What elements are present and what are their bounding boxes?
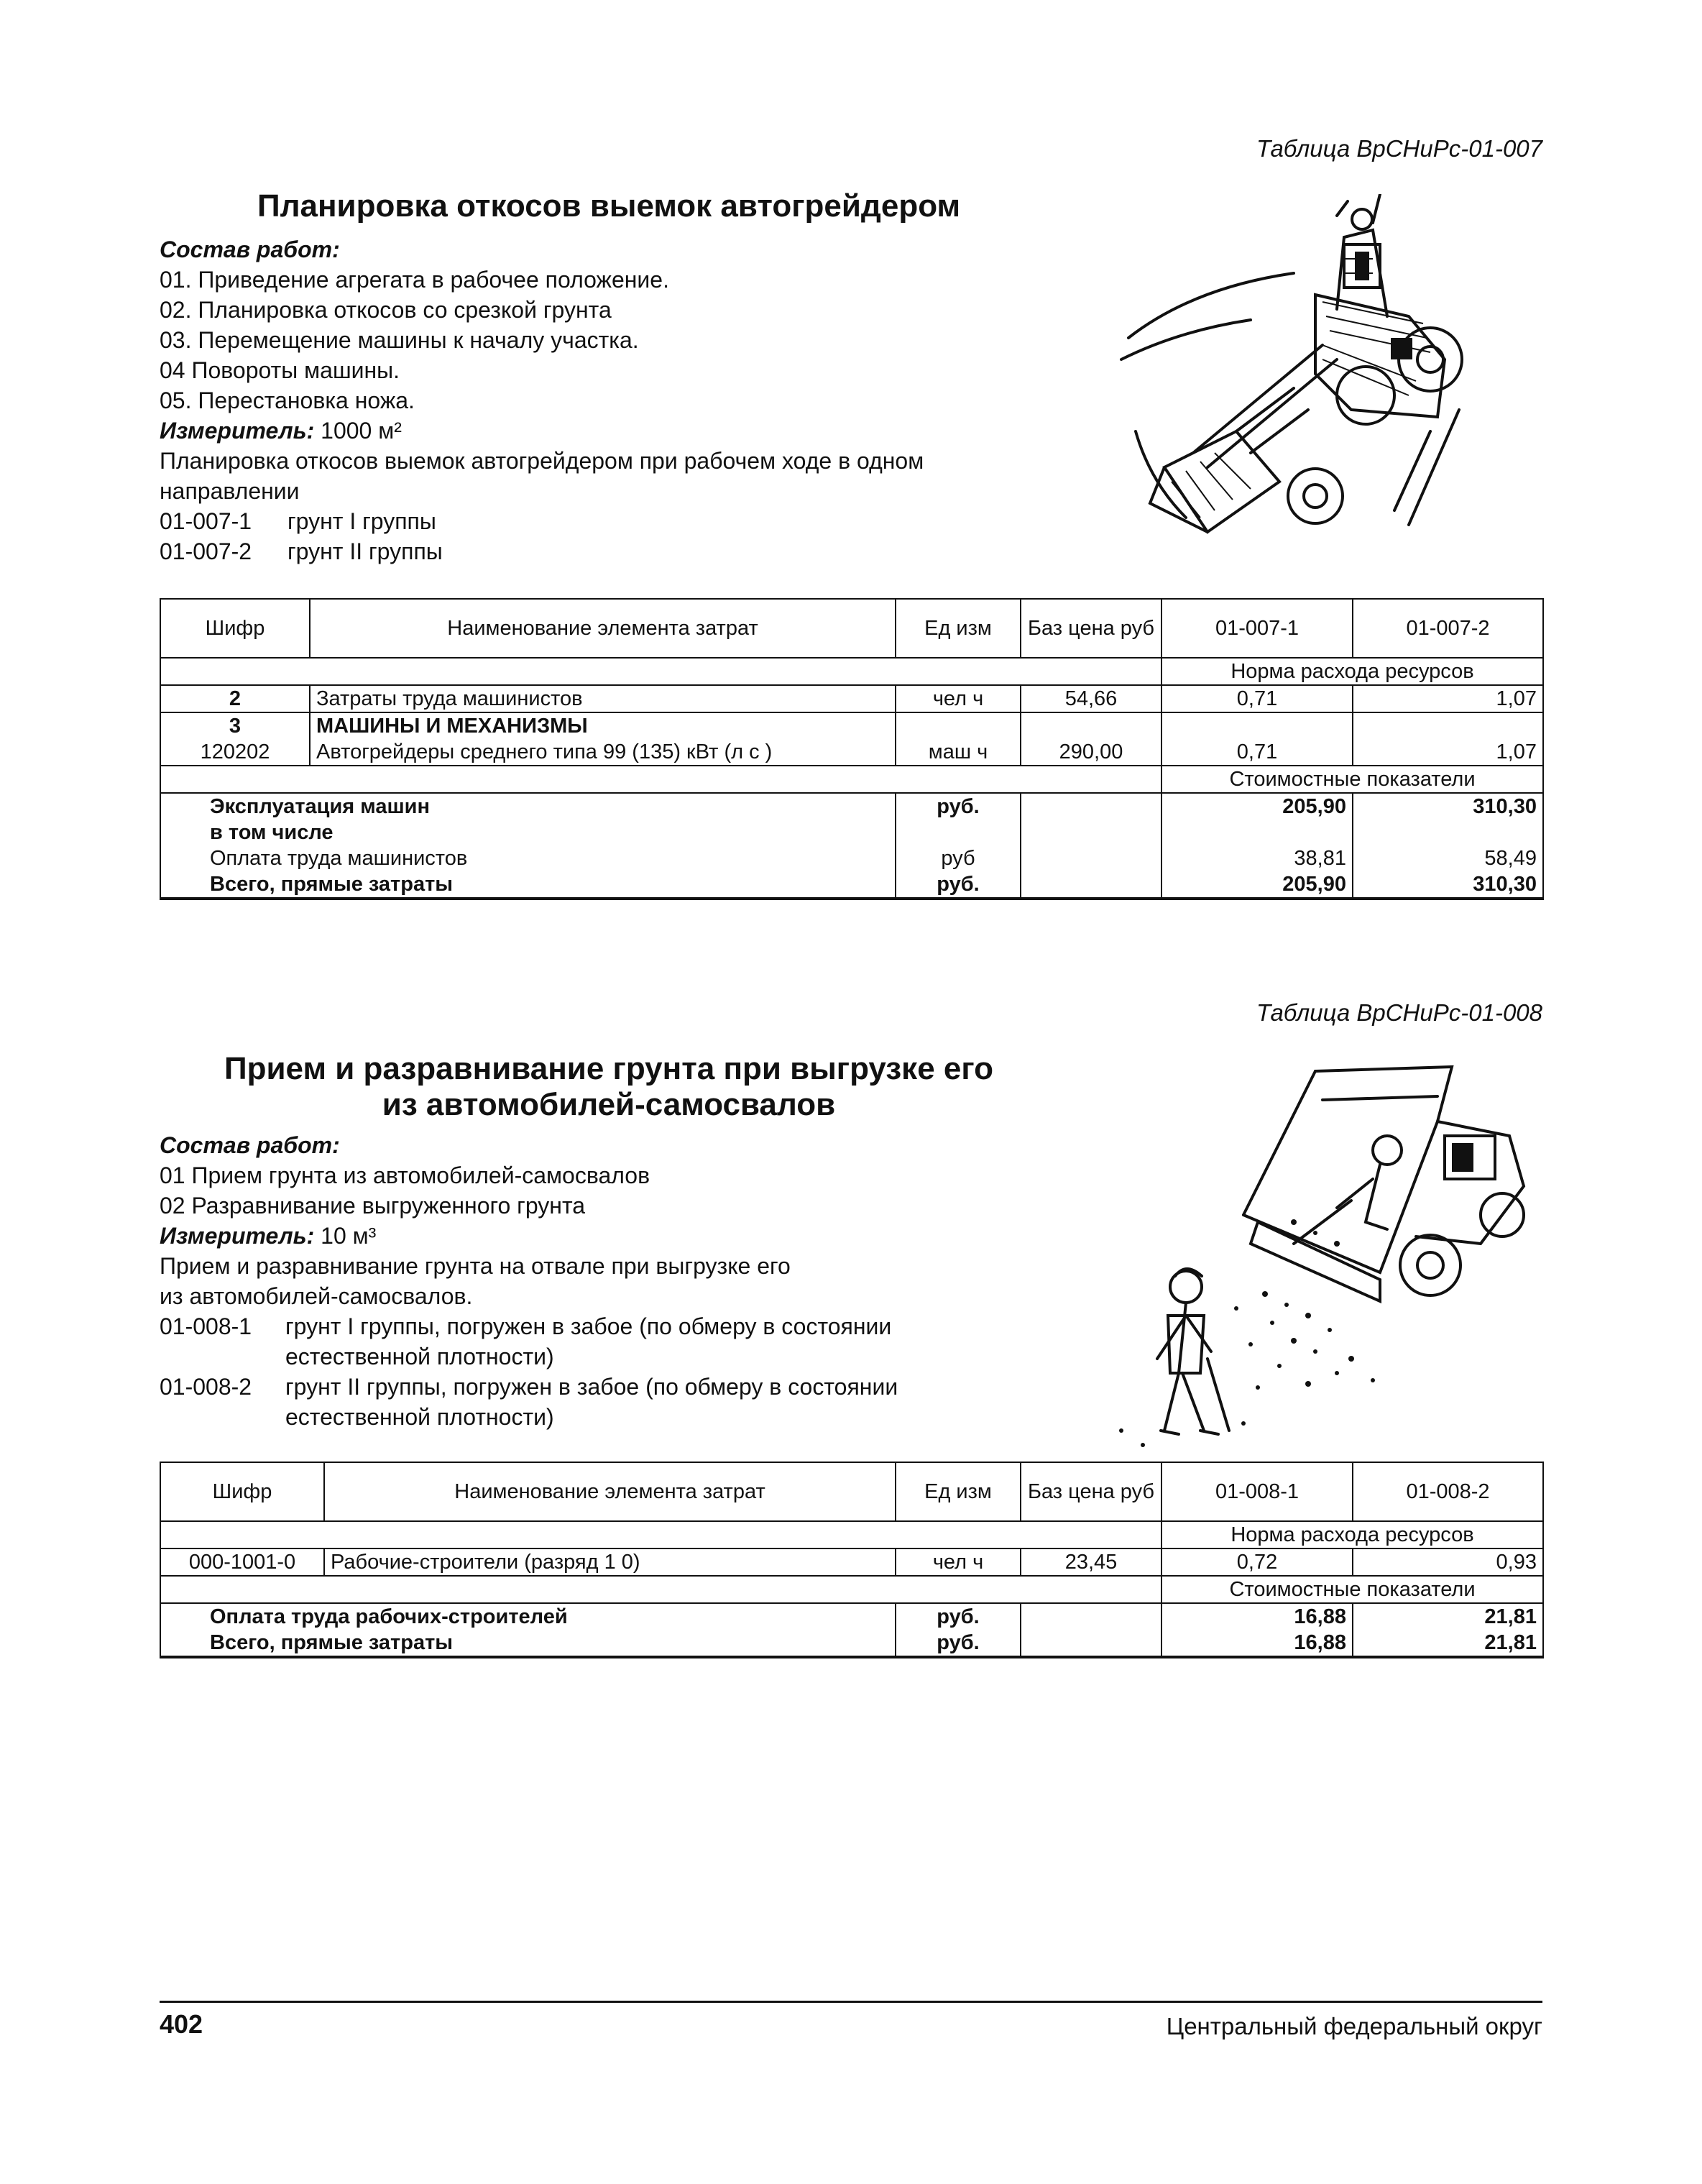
description: из автомобилей-самосвалов. [160, 1283, 473, 1309]
row-price: 54,66 [1021, 685, 1162, 712]
cost-value-1: 38,81 [1162, 845, 1353, 871]
meter-line [160, 1221, 1094, 1251]
row-unit: маш ч [896, 739, 1021, 766]
row-price: 23,45 [1021, 1548, 1162, 1576]
header-price: Баз цена руб [1021, 1462, 1162, 1521]
norm-header: Норма расхода ресурсов [1162, 658, 1543, 685]
row-value-1: 0,72 [1162, 1548, 1353, 1576]
cost-value-1: 205,90 [1162, 793, 1353, 820]
cost-name: Всего, прямые затраты [160, 871, 896, 899]
section-title-008 [160, 1051, 1058, 1123]
work-item: 02. Планировка откосов со срезкой грунта [160, 297, 612, 323]
table-id-008: Таблица ВрСНиРс-01-008 [1256, 999, 1542, 1026]
description: Планировка откосов выемок автогрейдером при рабочем ходе в одном направлении [160, 448, 924, 504]
cost-value-2: 310,30 [1353, 793, 1543, 820]
variant-text: грунт I группы [288, 508, 436, 534]
resource-table-007 [160, 598, 1544, 900]
header-code: Шифр [160, 1462, 324, 1521]
header-unit: Ед изм [896, 1462, 1021, 1521]
cost-value-1: 205,90 [1162, 871, 1353, 899]
work-composition-007 [160, 234, 1094, 566]
norm-header: Норма расхода ресурсов [1162, 1521, 1543, 1548]
variant-text: грунт II группы, погружен в забое (по обмеру в состоянии естественной плотности) [285, 1374, 898, 1430]
cost-header-row [160, 766, 1543, 793]
table-row [160, 712, 1543, 739]
row-value-1: 0,71 [1162, 739, 1353, 766]
header-col2: 01-007-2 [1353, 599, 1543, 658]
variant-line [160, 536, 1094, 566]
table-header-row [160, 599, 1543, 658]
footer-divider [160, 2001, 1542, 2003]
cost-unit: руб [896, 845, 1021, 871]
meter-value: 10 м³ [321, 1223, 377, 1249]
meter-value: 1000 м² [321, 418, 402, 444]
row-name: Автогрейдеры среднего типа 99 (135) кВт (л с ) [310, 739, 896, 766]
row-code: 000-1001-0 [160, 1548, 324, 1576]
cost-header: Стоимостные показатели [1162, 1576, 1543, 1603]
row-name: Рабочие-строители (разряд 1 0) [324, 1548, 896, 1576]
variant-code: 01-008-1 [160, 1313, 252, 1339]
cost-row [160, 871, 1543, 899]
cost-value-1: 16,88 [1162, 1603, 1353, 1630]
row-price: 290,00 [1021, 739, 1162, 766]
meter-label: Измеритель: [160, 1223, 315, 1249]
variant-line [160, 506, 1094, 536]
variant-line [160, 1372, 1094, 1432]
header-col2: 01-008-2 [1353, 1462, 1543, 1521]
resource-table-008 [160, 1462, 1544, 1658]
header-col1: 01-008-1 [1162, 1462, 1353, 1521]
work-item: 01. Приведение агрегата в рабочее положение. [160, 267, 669, 293]
work-item: 05. Перестановка ножа. [160, 387, 415, 413]
motor-grader-illustration [1107, 194, 1517, 568]
title-line: Прием и разравнивание грунта при выгрузке его [224, 1051, 993, 1086]
work-label: Состав работ: [160, 1132, 340, 1158]
row-value-2: 0,93 [1353, 1548, 1543, 1576]
work-item: 03. Перемещение машины к началу участка. [160, 327, 639, 353]
row-name: МАШИНЫ И МЕХАНИЗМЫ [310, 712, 896, 739]
cost-row [160, 1630, 1543, 1657]
cost-value-2: 310,30 [1353, 871, 1543, 899]
table-id-007: Таблица ВрСНиРс-01-007 [1256, 135, 1542, 162]
header-name: Наименование элемента затрат [310, 599, 896, 658]
header-unit: Ед изм [896, 599, 1021, 658]
header-code: Шифр [160, 599, 310, 658]
table-row [160, 685, 1543, 712]
cost-name: Всего, прямые затраты [160, 1630, 896, 1657]
row-code: 2 [160, 685, 310, 712]
header-name: Наименование элемента затрат [324, 1462, 896, 1521]
variant-text: грунт II группы [288, 538, 443, 564]
work-item: 01 Прием грунта из автомобилей-самосвалов [160, 1162, 650, 1188]
row-unit: чел ч [896, 1548, 1021, 1576]
cost-unit: руб. [896, 1630, 1021, 1657]
work-item: 04 Повороты машины. [160, 357, 400, 383]
section-title-007: Планировка откосов выемок автогрейдером [257, 188, 961, 224]
title-line: из автомобилей-самосвалов [382, 1087, 836, 1122]
row-code: 120202 [160, 739, 310, 766]
description: Прием и разравнивание грунта на отвале при выгрузке его [160, 1253, 791, 1279]
row-name: Затраты труда машинистов [310, 685, 896, 712]
row-value-2: 1,07 [1353, 685, 1543, 712]
row-code: 3 [160, 712, 310, 739]
cost-name: Оплата труда машинистов [160, 845, 896, 871]
header-col1: 01-007-1 [1162, 599, 1353, 658]
cost-value-2: 21,81 [1353, 1630, 1543, 1657]
cost-unit: руб. [896, 793, 1021, 820]
work-label: Состав работ: [160, 237, 340, 262]
norm-header-row [160, 1521, 1543, 1548]
work-item: 02 Разравнивание выгруженного грунта [160, 1193, 586, 1219]
work-composition-008 [160, 1130, 1094, 1432]
table-row [160, 739, 1543, 766]
table-row [160, 1548, 1543, 1576]
cost-row [160, 793, 1543, 820]
cost-name: Оплата труда рабочих-строителей [160, 1603, 896, 1630]
variant-code: 01-007-1 [160, 508, 252, 534]
meter-line [160, 416, 1094, 446]
cost-row [160, 1603, 1543, 1630]
variant-code: 01-008-2 [160, 1374, 252, 1400]
cost-value-2: 21,81 [1353, 1603, 1543, 1630]
cost-row [160, 845, 1543, 871]
norm-header-row [160, 658, 1543, 685]
cost-value-2: 58,49 [1353, 845, 1543, 871]
cost-value-1: 16,88 [1162, 1630, 1353, 1657]
cost-header-row [160, 1576, 1543, 1603]
row-value-2: 1,07 [1353, 739, 1543, 766]
variant-line [160, 1311, 1094, 1372]
cost-name: Эксплуатация машин [160, 793, 896, 820]
header-price: Баз цена руб [1021, 599, 1162, 658]
cost-unit: руб. [896, 1603, 1021, 1630]
dump-truck-illustration [1078, 1057, 1538, 1459]
row-value-1: 0,71 [1162, 685, 1353, 712]
page-number: 402 [160, 2009, 203, 2039]
cost-row [160, 820, 1543, 845]
cost-name: в том числе [160, 820, 896, 845]
row-unit: чел ч [896, 685, 1021, 712]
cost-unit: руб. [896, 871, 1021, 899]
meter-label: Измеритель: [160, 418, 315, 444]
variant-text: грунт I группы, погружен в забое (по обмеру в состоянии естественной плотности) [285, 1313, 892, 1369]
cost-header: Стоимостные показатели [1162, 766, 1543, 793]
variant-code: 01-007-2 [160, 538, 252, 564]
district-label: Центральный федеральный округ [1166, 2013, 1542, 2040]
table-header-row [160, 1462, 1543, 1521]
